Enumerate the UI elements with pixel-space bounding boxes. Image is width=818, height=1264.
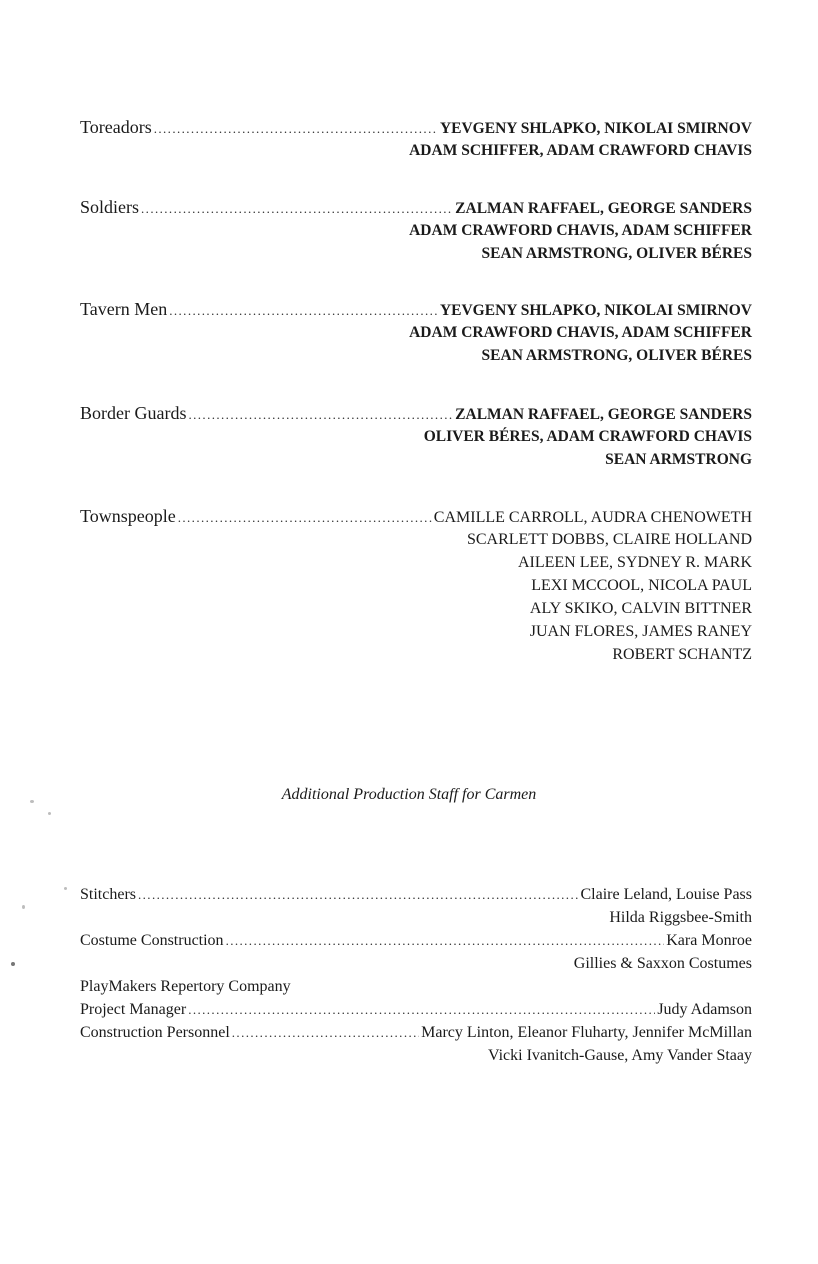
staff-entry-costume-construction	[80, 929, 752, 952]
staff-names: Claire Leland, Louise Pass	[580, 886, 752, 903]
cast-names: JUAN FLORES, JAMES RANEY	[529, 623, 752, 640]
cast-names: AILEEN LEE, SYDNEY R. MARK	[517, 554, 752, 571]
dot-leader	[169, 299, 438, 322]
dot-leader	[138, 883, 578, 906]
cast-names: YEVGENY SHLAPKO, NIKOLAI SMIRNOV	[439, 302, 752, 319]
paper-speck	[48, 812, 51, 815]
dot-leader	[154, 117, 438, 140]
role-name: Tavern Men	[80, 299, 168, 319]
cast-names: ADAM CRAWFORD CHAVIS, ADAM SCHIFFER	[409, 222, 752, 239]
staff-entry-construction-personnel	[80, 1021, 752, 1044]
paper-speck	[11, 962, 15, 966]
cast-names: SEAN ARMSTRONG, OLIVER BÉRES	[481, 347, 752, 364]
role-name: Townspeople	[80, 506, 176, 526]
paper-speck	[30, 800, 34, 803]
role-name: Border Guards	[80, 403, 187, 423]
cast-names: ADAM SCHIFFER, ADAM CRAWFORD CHAVIS	[409, 142, 752, 159]
cast-names: ZALMAN RAFFAEL, GEORGE SANDERS	[455, 406, 752, 423]
cast-names: ADAM CRAWFORD CHAVIS, ADAM SCHIFFER	[409, 324, 752, 341]
company-name: PlayMakers Repertory Company	[80, 978, 291, 995]
staff-role: Costume Construction	[80, 932, 224, 949]
role-name: Soldiers	[80, 197, 140, 217]
staff-role: Construction Personnel	[80, 1024, 230, 1041]
cast-names: ZALMAN RAFFAEL, GEORGE SANDERS	[455, 200, 752, 217]
cast-names: SCARLETT DOBBS, CLAIRE HOLLAND	[466, 531, 752, 548]
cast-names: ALY SKIKO, CALVIN BITTNER	[529, 600, 752, 617]
cast-names: OLIVER BÉRES, ADAM CRAWFORD CHAVIS	[423, 428, 752, 445]
staff-list	[80, 883, 752, 1067]
staff-names: Vicki Ivanitch-Gause, Amy Vander Staay	[487, 1047, 752, 1064]
staff-entry-project-manager	[80, 998, 752, 1021]
staff-heading: Additional Production Staff for Carmen	[281, 786, 537, 803]
staff-names: Marcy Linton, Eleanor Fluharty, Jennifer McMillan	[421, 1024, 752, 1041]
paper-speck	[22, 905, 25, 909]
staff-role: Stitchers	[80, 886, 136, 903]
dot-leader	[232, 1021, 419, 1044]
dot-leader	[188, 403, 453, 426]
staff-names: Judy Adamson	[657, 1001, 752, 1018]
paper-speck	[64, 887, 67, 890]
cast-names: CAMILLE CARROLL, AUDRA CHENOWETH	[433, 509, 752, 526]
cast-names: ROBERT SCHANTZ	[612, 646, 752, 663]
cast-entry-toreadors	[80, 116, 752, 162]
staff-names: Gillies & Saxxon Costumes	[573, 955, 752, 972]
staff-names: Hilda Riggsbee-Smith	[609, 909, 752, 926]
cast-entry-townspeople	[80, 505, 752, 666]
staff-entry-stitchers	[80, 883, 752, 906]
cast-names: LEXI MCCOOL, NICOLA PAUL	[531, 577, 752, 594]
cast-entry-soldiers	[80, 196, 752, 265]
cast-entry-tavern-men	[80, 298, 752, 367]
dot-leader	[178, 506, 432, 529]
dot-leader	[141, 197, 453, 220]
dot-leader	[188, 998, 655, 1021]
cast-names: SEAN ARMSTRONG	[605, 451, 752, 468]
role-name: Toreadors	[80, 117, 152, 137]
staff-role: Project Manager	[80, 1001, 187, 1018]
staff-names: Kara Monroe	[666, 932, 752, 949]
dot-leader	[226, 929, 665, 952]
cast-names: SEAN ARMSTRONG, OLIVER BÉRES	[481, 245, 752, 262]
cast-names: YEVGENY SHLAPKO, NIKOLAI SMIRNOV	[439, 120, 752, 137]
cast-entry-border-guards	[80, 402, 752, 471]
